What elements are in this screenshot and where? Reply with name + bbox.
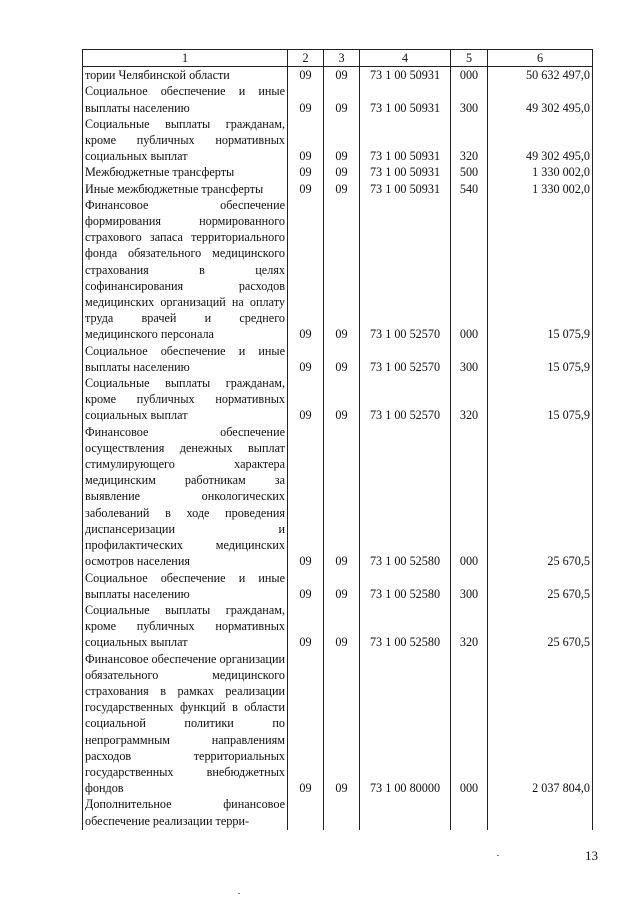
row-name: Социальное обеспечение и иные выплаты населению bbox=[83, 83, 288, 115]
row-target-article: 73 1 00 52580 bbox=[360, 602, 451, 651]
table-row bbox=[83, 796, 593, 830]
row-name: Социальное обеспечение и иные выплаты населению bbox=[83, 343, 288, 375]
row-amount: 15 075,9 bbox=[488, 375, 593, 424]
row-target-article: 73 1 00 50931 bbox=[360, 67, 451, 84]
row-name: Социальные выплаты гражданам, кроме публичных нормативных социальных выплат bbox=[83, 602, 288, 651]
table-row bbox=[83, 570, 593, 602]
header-row bbox=[83, 50, 593, 67]
header-cell: 4 bbox=[360, 50, 451, 67]
row-expense-type bbox=[451, 796, 488, 830]
row-name: Дополнительное финансовое обеспечение реализации терри- bbox=[83, 796, 288, 830]
row-name: Социальное обеспечение и иные выплаты населению bbox=[83, 570, 288, 602]
row-section: 09 bbox=[288, 424, 324, 570]
row-section: 09 bbox=[288, 570, 324, 602]
table-row bbox=[83, 197, 593, 343]
row-target-article: 73 1 00 50931 bbox=[360, 164, 451, 180]
row-amount: 2 037 804,0 bbox=[488, 651, 593, 797]
header-cell: 6 bbox=[488, 50, 593, 67]
row-subsection: 09 bbox=[324, 343, 360, 375]
row-section: 09 bbox=[288, 197, 324, 343]
row-amount: 25 670,5 bbox=[488, 602, 593, 651]
table-row bbox=[83, 651, 593, 797]
row-target-article: 73 1 00 52570 bbox=[360, 343, 451, 375]
row-section bbox=[288, 796, 324, 830]
row-section: 09 bbox=[288, 602, 324, 651]
row-section: 09 bbox=[288, 343, 324, 375]
table-row bbox=[83, 602, 593, 651]
row-amount: 25 670,5 bbox=[488, 570, 593, 602]
row-name: Финансовое обеспечение организации обязательного медицинского страхования в рамках реализации государственных функций в области социальной политики по непрограммным направлениям расходов территориальных государственных внебюджетных фондов bbox=[83, 651, 288, 797]
row-section: 09 bbox=[288, 116, 324, 165]
row-subsection: 09 bbox=[324, 651, 360, 797]
row-subsection: 09 bbox=[324, 424, 360, 570]
row-section: 09 bbox=[288, 164, 324, 180]
page-number: 13 bbox=[585, 848, 598, 863]
row-expense-type: 320 bbox=[451, 116, 488, 165]
row-amount: 15 075,9 bbox=[488, 343, 593, 375]
row-expense-type: 000 bbox=[451, 67, 488, 84]
row-amount: 49 302 495,0 bbox=[488, 116, 593, 165]
header-cell: 5 bbox=[451, 50, 488, 67]
row-section: 09 bbox=[288, 375, 324, 424]
row-subsection: 09 bbox=[324, 181, 360, 197]
row-name: Иные межбюджетные трансферты bbox=[83, 181, 288, 197]
row-name: тории Челябинской области bbox=[83, 67, 288, 84]
row-expense-type: 000 bbox=[451, 424, 488, 570]
header-cell: 2 bbox=[288, 50, 324, 67]
row-target-article: 73 1 00 50931 bbox=[360, 116, 451, 165]
row-target-article: 73 1 00 52570 bbox=[360, 375, 451, 424]
table-row bbox=[83, 424, 593, 570]
row-target-article: 73 1 00 52580 bbox=[360, 424, 451, 570]
row-target-article: 73 1 00 50931 bbox=[360, 181, 451, 197]
row-expense-type: 540 bbox=[451, 181, 488, 197]
table-row bbox=[83, 67, 593, 84]
header-cell: 1 bbox=[83, 50, 288, 67]
row-subsection: 09 bbox=[324, 570, 360, 602]
table-row bbox=[83, 343, 593, 375]
row-name: Финансовое обеспечение осуществления денежных выплат стимулирующего характера медицинским работникам за выявление онкологических заболеваний в ходе проведения диспансеризации и профилактических медицинских осмотров населения bbox=[83, 424, 288, 570]
table-row bbox=[83, 164, 593, 180]
row-name: Финансовое обеспечение формирования нормированного страхового запаса территориального фонда обязательного медицинского страхования в целях софинансирования расходов медицинских организаций на оплату труда врачей и среднего медицинского персонала bbox=[83, 197, 288, 343]
row-target-article bbox=[360, 796, 451, 830]
row-expense-type: 000 bbox=[451, 651, 488, 797]
row-amount: 15 075,9 bbox=[488, 197, 593, 343]
row-target-article: 73 1 00 80000 bbox=[360, 651, 451, 797]
row-target-article: 73 1 00 50931 bbox=[360, 83, 451, 115]
row-subsection: 09 bbox=[324, 375, 360, 424]
row-subsection bbox=[324, 796, 360, 830]
table-row bbox=[83, 375, 593, 424]
table-row bbox=[83, 83, 593, 115]
row-expense-type: 320 bbox=[451, 375, 488, 424]
row-expense-type: 300 bbox=[451, 83, 488, 115]
row-name: Социальные выплаты гражданам, кроме публичных нормативных социальных выплат bbox=[83, 375, 288, 424]
table-row bbox=[83, 116, 593, 165]
scan-speck bbox=[497, 855, 499, 856]
row-subsection: 09 bbox=[324, 197, 360, 343]
row-expense-type: 500 bbox=[451, 164, 488, 180]
table-row bbox=[83, 181, 593, 197]
row-subsection: 09 bbox=[324, 602, 360, 651]
row-section: 09 bbox=[288, 67, 324, 84]
row-amount: 1 330 002,0 bbox=[488, 181, 593, 197]
row-name: Социальные выплаты гражданам, кроме публичных нормативных социальных выплат bbox=[83, 116, 288, 165]
row-amount: 50 632 497,0 bbox=[488, 67, 593, 84]
row-subsection: 09 bbox=[324, 116, 360, 165]
row-amount bbox=[488, 796, 593, 830]
row-amount: 49 302 495,0 bbox=[488, 83, 593, 115]
row-expense-type: 300 bbox=[451, 570, 488, 602]
row-amount: 1 330 002,0 bbox=[488, 164, 593, 180]
row-amount: 25 670,5 bbox=[488, 424, 593, 570]
scan-speck bbox=[238, 893, 240, 894]
row-name: Межбюджетные трансферты bbox=[83, 164, 288, 180]
row-subsection: 09 bbox=[324, 164, 360, 180]
row-target-article: 73 1 00 52570 bbox=[360, 197, 451, 343]
row-section: 09 bbox=[288, 181, 324, 197]
row-expense-type: 320 bbox=[451, 602, 488, 651]
row-section: 09 bbox=[288, 651, 324, 797]
row-subsection: 09 bbox=[324, 83, 360, 115]
row-section: 09 bbox=[288, 83, 324, 115]
row-expense-type: 000 bbox=[451, 197, 488, 343]
row-expense-type: 300 bbox=[451, 343, 488, 375]
budget-table bbox=[82, 49, 593, 830]
header-cell: 3 bbox=[324, 50, 360, 67]
row-target-article: 73 1 00 52580 bbox=[360, 570, 451, 602]
row-subsection: 09 bbox=[324, 67, 360, 84]
